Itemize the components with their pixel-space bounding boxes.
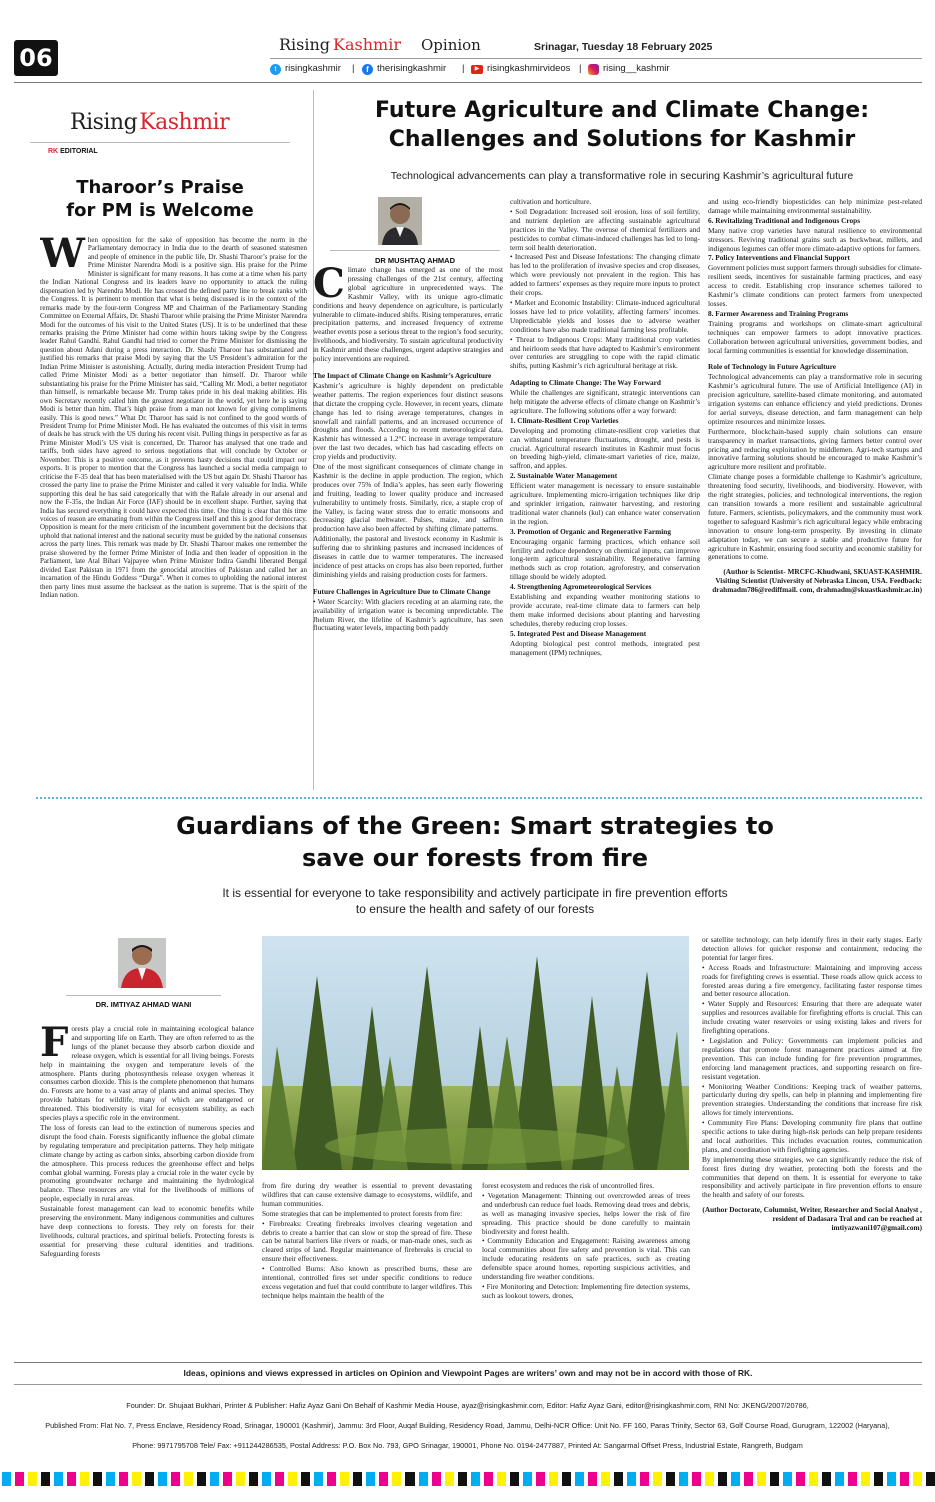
bullet: • Increased Pest and Disease Infestations: The changing climate has led to the proliferation of invasive species and crop diseases, which were previously not prevalent in the region. This has added to farmers’ expenses as they require more inputs to protect their crops. (510, 252, 700, 298)
subheading: Adapting to Climate Change: The Way Forward (510, 378, 661, 388)
forest-col4 (702, 936, 922, 1350)
bullet: • Water Scarcity: With glaciers receding at an alarming rate, the availability of irrigation water is becoming unpredictable. The Jhelum River, the lifeline of Kashmir’s agriculture, has seen fluctuating water levels, impacting both paddy (313, 596, 503, 633)
subheading: 5. Integrated Pest and Disease Management (510, 628, 647, 638)
header-divider (270, 58, 922, 59)
paragraph: Training programs and workshops on climate-smart agricultural techniques can empower farmers to adopt innovative practices. Collaboration between agricultural universities, government bodies, and local farming communities is essential for knowledge dissemination. (708, 318, 922, 355)
paragraph: The loss of forests can lead to the extinction of numerous species and disrupt the food chain. Forests significantly influence the global climate by regulating temperature and precipitation patterns. They help mitigate climate change by acting as carbon sinks, absorbing carbon dioxide from the atmosphere. This process reduces the greenhouse effect and helps combat global warming. Forests play a crucial role in the water cycle by promoting groundwater recharge and maintaining the hydrological balance. These resources are vital for the livelihoods of millions of people, especially in rural areas. (40, 1122, 254, 1204)
paragraph: By implementing these strategies, we can significantly reduce the risk of forest fires during dry weather, protecting both the forests and the communities that depend on them. It is essential for everyone to take responsibility and actively participate in fire prevention efforts to ensure the health and safety of our forests. (702, 1154, 922, 1200)
byline-rule (66, 995, 221, 996)
page-number-box (14, 40, 58, 76)
masthead-brand: Rising Kashmir (279, 35, 401, 54)
forest-photo (262, 936, 689, 1170)
facebook-icon[interactable]: f (362, 64, 373, 75)
paragraph: Some strategies that can be implemented to protect forests from fire: (262, 1208, 463, 1218)
social-handle-youtube[interactable]: risingkashmirvideos (487, 63, 571, 74)
forest-col2 (262, 1182, 472, 1350)
subheading: 7. Policy Interventions and Financial Support (708, 253, 850, 263)
instagram-icon[interactable] (588, 64, 599, 75)
author-note: (Author Doctorate, Columnist, Writer, Researcher and Social Analyst , resident of Dadasara Tral and can be reached at imtiyazwani107@gmail.com) (702, 1205, 922, 1233)
bullet: • Community Education and Engagement: Raising awareness among local communities about fire safety and prevention is vital. This can include educating residents on safe practices, such as creating defensible space around homes, reporting suspicious activities, and understanding fire weather conditions. (482, 1236, 690, 1282)
social-handle-facebook[interactable]: therisingkashmir (377, 63, 447, 74)
subheading: 8. Farmer Awareness and Training Programs (708, 308, 849, 318)
bullet: • Firebreaks: Creating firebreaks involves clearing vegetation and debris to create a barrier that can slow or stop the spread of fire. These can be natural barriers like rivers or roads, or man-made ones, such as cleared strips of land. Regular maintenance of firebreaks is crucial to ensure their effectiveness. (262, 1218, 472, 1264)
byline-rule (330, 250, 500, 251)
agri-author: DR MUSHTAQ AHMAD (375, 256, 455, 265)
paragraph: Adopting biological pest control methods, integrated pest management (IPM) techniques, (510, 638, 700, 657)
agri-dropcap: C (313, 266, 345, 307)
footer-mid-rule (14, 1384, 922, 1385)
agri-col2 (510, 198, 700, 794)
paragraph: Additionally, the pastoral and livestock economy in Kashmir is suffering due to shrinking pastures and increased incidences of diseases in cattle due to warmer temperatures. The increased incidence of pest attacks on crops has also been reported, further diminishing yields and raising production costs for farmers. (313, 534, 503, 579)
forest-col3 (482, 1182, 690, 1350)
footer-imprint (10, 1396, 925, 1456)
avatar (118, 938, 166, 988)
paragraph: limate change has emerged as one of the most pressing challenges of the 21st century, affecting global agriculture in unprecedented ways. The Kashmir Valley, with its unique agro-climatic conditions and heavy dependence on agriculture, is particularly vulnerable to climate-induced shifts. Rising temperatures, erratic precipitation patterns, and increased frequency of extreme weather events pose a serious threat to the region’s food security, livelihoods, and biodiversity. To sustain agricultural productivity in Kashmir amid these challenges, urgent adaptive strategies and policy interventions are required. (313, 266, 503, 364)
paragraph: cultivation and horticulture. (510, 198, 592, 206)
bullet: • Legislation and Policy: Governments can implement policies and regulations that promote forest management practices aimed at fire prevention. This can include funding for fire prevention programmes, enforcing land management practices, and supporting research on fire-resistant vegetation. (702, 1035, 922, 1081)
dateline: Srinagar, Tuesday 18 February 2025 (534, 41, 713, 53)
paragraph: or satellite technology, can help identify fires in their early stages. Early detection allows for quicker response and containment, reducing the potential for larger fires. (702, 936, 922, 962)
editorial-title: Tharoor’s Praise for PM is Welcome (66, 177, 254, 221)
forest-image (262, 936, 689, 1170)
page-number: 06 (19, 44, 53, 72)
social-handle-twitter[interactable]: risingkashmir (285, 63, 341, 74)
forest-subtitle-line1: It is essential for everyone to take responsibility and actively participate in fire prevention efforts (222, 886, 728, 900)
bullet: • Market and Economic Instability: Climate-induced agricultural losses have led to price volatility, affecting farmers’ incomes. Unpredictable yields and losses due to adverse weather conditions have also made traditional farming less profitable. (510, 297, 700, 334)
paragraph: hen opposition for the sake of opposition has become the norm in the Parliamentary democracy in India due to the dearth of seasoned statesmen and people of eminence in the public life, Dr. Shashi Tharoor’s praise for the Prime Minister Narendra Modi is a positive sign. His praise for the Prime Minister is significant for many reasons. It has come at a time when his party the Indian National Congress and its leaders leave no opportunity to attack the ruling dispensation led by Narendra Modi. He has crossed the defined party line to break ranks with the Congress. It is pertinent to mention that what is being discussed is in the context of the remarks made by the four-term Congress MP and Chairman of the Parliamentary Standing Committee on External Affairs, Dr. Shashi Tharoor while praising the Prime Minister Narendra Modi for the outcomes of his visit to the United States (US). It is to be underlined that these remarks praising the Prime Minister had come within hours taking swipe by the Congress leader Rahul Gandhi. Rahul Gandhi had tried to corner the Prime Minister for dismissing the question about Adani during a press interaction. Dr. Shashi Tharoor has substantiated and justified his remarks that praise Modi by saying that the US President’s admiration for the Indian Prime Minister is astonishing. Actually, during media interaction President Trump had called Prime Minister Modi as a better negotiator than himself. Dr. Tharoor while substantiating his praise for the Prime Minister has said, “Calling Mr. Modi, a better negotiator than himself, is remarkable because Mr. Trump takes pride in his deal making abilities. His own Secretary recently called him the greatest negotiator in the world, yet here he is saying Modi is better than him. That’s high praise from a man not known for giving compliments easily. This is good news.” What Dr. Tharoor has said is not confined to the good words of President Trump for Prime Minister Modi. He has evaluated the outcomes of this visit in terms of deals he has struck with the US during his recent visit. Pulling things in perspective as far as Prime Minister Modi’s US visit is concerned, Dr. Tharoor has analysed that one trade and tariffs, both sides have agreed to serious negotiations that will conclude by October or November. This is a positive outcome, as it prevents hasty decisions that could impact our exports. It is proper to mention that the Congress has launched a social media campaign to criticise the F-35 deal that has been materialised with the US but again Dr. Shashi Tharoor has crossed the party line to praise the Prime Minister and called it very valuable for India. While supporting this deal he has said categorically that with the Rafale already in our arsenal and now the F-35s, the Indian Air Force (IAF) should be in excellent shape. Further, saying that India has secured everything it could have expected this time. One thing is clear that this time voices of reason are emanating from within the Congress itself and this is good for democracy. Opposition is meant for the mere criticism of the incumbent government but the decisions that uphold that national interest and the national security must be guided by the national consensus across the party lines. This remark was made by Dr. Shashi Tharoor makes one remember the praise showered by the former Prime Minister of India and then leader of opposition in the Parliament, late Atal Bihari Vajpayee when Prime Minister Indira Gandhi liberated Bengal divided East Pakistan in 1971 from the genocidal atrocities of Pakistan and called her an incarnation of the Hindu Goddess “Durga”. When it comes to upholding the national interest then party lines must assume the backseat as the nation is supreme. That is the spirit of the Indian nation. (40, 236, 307, 600)
paragraph: Developing and promoting climate-resilient crop varieties that can withstand temperature fluctuations, drought, and pests is crucial. Agricultural research institutes in Kashmir must focus on breeding high-yield, climate-smart varieties of rice, maize, saffron, and apples. (510, 425, 700, 471)
imprint-line: Published From: Flat No. 7, Press Enclave, Residency Road, Srinagar, 190001 (Kashmir), Jammu: 3rd Floor, Auqaf Building, Residency Road, Jammu, Delhi-NCR Office: Unit No. FF 160, Paras Trinity, Sector 63, Golf Course Road, Gurugram, 122002 (Haryana), (45, 1421, 890, 1430)
forest-author: DR. IMTIYAZ AHMAD WANI (95, 1000, 192, 1009)
subheading: 6. Revitalizing Traditional and Indigenous Crops (708, 215, 861, 225)
agri-subtitle: Technological advancements can play a transformative role in securing Kashmir’s agricultural future (390, 170, 854, 182)
bullet: • Community Fire Plans: Developing community fire plans that outline specific actions to take during high-risk periods can help prepare residents and local authorities. This includes evacuation routes, communication plans, and coordination with firefighting agencies. (702, 1118, 922, 1154)
editorial-logo: RisingKashmir (70, 110, 230, 135)
editorial-body (40, 236, 307, 794)
forest-title-line1: Guardians of the Green: Smart strategies to (176, 812, 774, 840)
social-handle-instagram[interactable]: rising__kashmir (603, 63, 670, 74)
youtube-icon[interactable]: ▶ (471, 65, 483, 74)
paragraph: and using eco-friendly biopesticides can help minimize pest-related damage while maintaining environmental sustainability. (708, 198, 922, 215)
bullet: • Monitoring Weather Conditions: Keeping track of weather patterns, particularly during dry spells, can help in planning and implementing fire prevention strategies. Understanding the conditions that increase fire risk allows for timely interventions. (702, 1081, 922, 1118)
subheading: The Impact of Climate Change on Kashmir’s Agriculture (313, 370, 492, 380)
author-photo (378, 197, 422, 245)
paragraph: from fire during dry weather is essential to prevent devastating wildfires that can cause extensive damage to ecosystems, wildlife, and human communities. (262, 1182, 472, 1208)
section-separator (36, 797, 922, 799)
editorial-logo-rule (30, 142, 290, 143)
forest-subtitle (40, 885, 910, 917)
forest-title (40, 810, 910, 874)
paragraph: Establishing and expanding weather monitoring stations to provide accurate, real-time climate data to farmers can help them make informed decisions about planting and harvesting schedules, thereby reducing crop losses. (510, 592, 700, 628)
agri-col1 (313, 266, 503, 794)
social-sep: | (462, 63, 465, 74)
bullet: • Water Supply and Resources: Ensuring that there are adequate water supplies and resources available for firefighting efforts is crucial. This can include creating water reservoirs or using existing lakes and rivers for firefighting operations. (702, 999, 922, 1036)
bullet: • Controlled Burns: Also known as prescribed burns, these are intentional, controlled fires set under specific conditions to reduce excess vegetation and fuel that could contribute to larger wildfires. This technique helps maintain the health of the (262, 1264, 472, 1300)
imprint-line: Phone: 9971795708 Tele/ Fax: +911244286535, Postal Address: P.O. Box No. 793, GPO Srinagar, 190001, Phone No. 0194-2477887, Printed At: Sangarmal Offset Press, Industrial Estate, Rangreth, Budgam (132, 1441, 803, 1450)
paragraph: Climate change poses a formidable challenge to Kashmir’s agriculture, threatening food security, livelihoods, and biodiversity. However, with the right strategies, policies, and technological interventions, the region can transition towards a more resilient and sustainable agricultural future. Farmers, scientists, policymakers, and the community must work together to safeguard Kashmir’s rich agricultural legacy while embracing innovation to ensure long-term prosperity. By investing in climate adaptation today, we can secure a stable and productive future for agriculture in Kashmir, ensuring food security and economic stability for generations to come. (708, 472, 922, 562)
footer-top-rule (14, 1362, 922, 1363)
paragraph: orests play a crucial role in maintaining ecological balance and supporting life on Earth. They are often referred to as the lungs of the planet because they absorb carbon dioxide and release oxygen, which is essential for all living beings. Forests help in maintaining the oxygen and temperature levels of the atmosphere. Plants during photosynthesis release oxygen whereas it consumes carbon dioxide. This is the complete phenomenon that humans do. Forests are home to a vast array of plants and animal species. They provide habitats for wildlife, many of which are endangered or threatened. This biodiversity is vital for ecosystem stability, as each species plays a specific role in the environment. (40, 1025, 254, 1123)
color-registration-bar (0, 1472, 935, 1486)
forest-dropcap: F (40, 1025, 69, 1066)
bullet: • Fire Monitoring and Detection: Implementing fire detection systems, such as lookout towers, drones, (482, 1281, 690, 1300)
paragraph: Kashmir’s agriculture is highly dependent on predictable weather patterns. The region experiences four distinct seasons that dictate the cropping cycle. However, in recent years, climate change has led to rising average temperatures, changes in snowfall and rainfall patterns, and an increased occurrence of droughts and floods. According to recent meteorological data, Kashmir has witnessed a 1.2°C increase in average temperature over the last two decades, which has had cascading effects on crop yields and productivity. (313, 380, 503, 462)
subheading: 4. Strengthening Agrometeorological Services (510, 582, 652, 592)
subheading: 1. Climate-Resilient Crop Varieties (510, 415, 619, 425)
avatar (378, 197, 422, 245)
subheading: Future Challenges in Agriculture Due to Climate Change (313, 586, 491, 596)
forest-title-line2: save our forests from fire (302, 844, 648, 872)
author-note: (Author is Scientist- MRCFC-Khudwani, SKUAST-KASHMIR. Visiting Scientist (University of Nebraska Lincon, USA. Feedback: drahmadm786@rediffmail. com, drahmadm@skuastkashmir.ac.in) (712, 567, 922, 595)
bullet: • Soil Degradation: Increased soil erosion, loss of soil fertility, and nutrient depletion are affecting sustainable agricultural practices in the Valley. The overuse of chemical fertilizers and pesticides to combat climate-induced challenges has led to long-term soil health deterioration. (510, 206, 700, 252)
forest-col1 (40, 1025, 254, 1350)
paragraph: Sustainable forest management can lead to economic benefits while preserving the environment. Many indigenous communities and cultures have deep connections to forests. They rely on forests for their livelihoods, cultural practices, and spiritual beliefs. Protecting forests is essential for preserving these cultural identities and traditions. Safeguarding forests (40, 1204, 254, 1258)
forest-subtitle-line2: to ensure the health and safety of our forests (355, 902, 595, 916)
paragraph: One of the most significant consequences of climate change in Kashmir is the decline in apple production. The region, which produces over 75% of India’s apples, has seen early flowering and fruiting, leading to lower quality produce and increased vulnerability to untimely frosts. Similarly, rice, a staple crop of the Valley, is facing water stress due to erratic monsoons and decreasing glacial meltwater. Pulses, maize, and saffron production have also been affected by shifting climate patterns. (313, 462, 503, 534)
footer-disclaimer: Ideas, opinions and views expressed in articles on Opinion and Viewpoint Pages are writers’ own and may not be in accord with those of RK. (183, 1368, 753, 1378)
paragraph: Government policies must support farmers through subsidies for climate-resilient seeds, incentives for sustainable farming practices, and easy access to credit. Establishing crop insurance schemes tailored to Kashmir’s climate conditions can protect farmers from unexpected losses. (708, 263, 922, 308)
subheading: 2. Sustainable Water Management (510, 471, 618, 481)
agri-col3 (708, 198, 922, 794)
paragraph: While the challenges are significant, strategic interventions can help mitigate the adverse effects of climate change on Kashmir’s agriculture. The following solutions offer a way forward: (510, 388, 700, 415)
paragraph: Many native crop varieties have natural resilience to environmental stressors. Reviving traditional grains such as buckwheat, millets, and indigenous legumes can offer more climate-adaptive options for farmers. (708, 225, 922, 253)
subheading: Role of Technology in Future Agriculture (708, 362, 837, 372)
bullet: • Threat to Indigenous Crops: Many traditional crop varieties and heirloom seeds that have adapted to Kashmir’s environment over centuries are struggling to cope with the rapid climatic shifts, putting Kashmir’s rich agricultural heritage at risk. (510, 334, 700, 371)
paragraph: Technological advancements can play a transformative role in securing Kashmir’s agricultural future. The use of Artificial Intelligence (AI) in precision agriculture, satellite-based climate monitoring, and automated irrigation systems can enhance efficiency and yield predictions. Drones for aerial surveys, disease detection, and farm management can help optimize resources and minimize losses. (708, 372, 922, 426)
agri-title-line1: Future Agriculture and Climate Change: (374, 98, 869, 123)
paragraph: Furthermore, blockchain-based supply chain solutions can ensure transparency in market transactions, giving farmers better control over pricing and reducing exploitation by middlemen. Agri-tech startups and innovative farming solutions should be encouraged to make Kashmir’s agriculture more resilient and profitable. (708, 426, 922, 472)
imprint-line: Founder: Dr. Shujaat Bukhari, Printer & Publisher: Hafiz Ayaz Gani On Behalf of Kashmir Media House, ayaz@risingkashmir.com, Editor: Hafiz Ayaz Gani, editor@risingkashmir.com, RNI No: JKENG/2007/20786, (126, 1401, 809, 1410)
editorial-dropcap: W (40, 236, 85, 277)
paragraph: forest ecosystem and reduces the risk of uncontrolled fires. (482, 1182, 655, 1190)
editorial-tag: RK EDITORIAL (48, 148, 98, 155)
paragraph: Encouraging organic farming practices, which enhance soil fertility and reduce dependency on chemical inputs, can improve long-term agricultural sustainability. Regenerative farming methods such as crop rotation, agroforestry, and conservation tillage should be widely adopted. (510, 536, 700, 582)
social-sep: | (352, 63, 355, 74)
agri-title-line2: Challenges and Solutions for Kashmir (388, 127, 856, 152)
social-sep: | (579, 63, 582, 74)
paragraph: Efficient water management is necessary to ensure sustainable agriculture. Implementing micro-irrigation techniques like drip and sprinkler irrigation, rainwater harvesting, and restoring traditional water channels (kul) can enhance water conservation in the region. (510, 481, 700, 526)
header-bottom-rule (14, 82, 922, 83)
subheading: 3. Promotion of Organic and Regenerative Farming (510, 526, 671, 536)
bullet: • Vegetation Management: Thinning out overcrowded areas of trees and underbrush can reduce fuel loads. Removing dead trees and debris, as well as managing invasive species, helps lower the risk of fire spreading. This practice should be done carefully to maintain biodiversity and forest health. (482, 1190, 690, 1236)
author-photo (118, 938, 166, 988)
bullet: • Access Roads and Infrastructure: Maintaining and improving access roads for firefighting crews is essential. These roads allow quick access to forested areas during a fire emergency, facilitating faster response times and better resource allocation. (702, 962, 922, 999)
section-label: Opinion (421, 36, 481, 54)
social-bar (268, 63, 928, 77)
twitter-icon[interactable]: t (270, 64, 281, 75)
agri-title (322, 96, 922, 154)
